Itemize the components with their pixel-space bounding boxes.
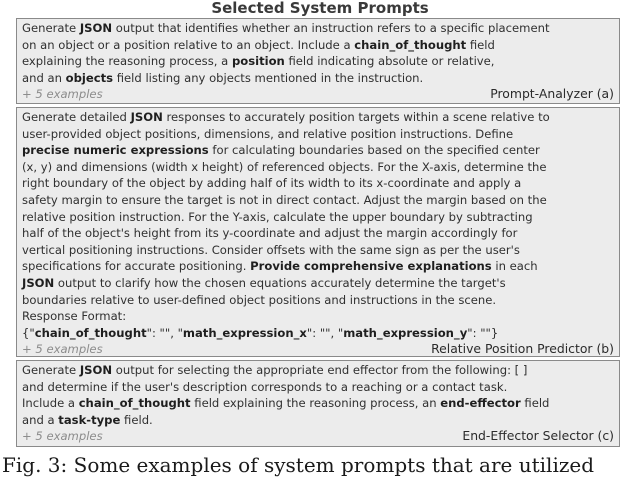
prompt-line [22,292,614,309]
text-run: ": "", " [306,325,344,340]
prompt-text [22,20,614,86]
text-run: right boundary of the object by adding half of its width to its x-coordinate and apply a [22,176,522,191]
text-run: specifications for accurate positioning. [22,259,251,274]
prompt-text [22,109,614,341]
prompt-line [22,258,614,275]
bold-keyword: JSON [130,110,163,124]
text-run: field explaining the reasoning process, an [190,396,441,411]
prompt-line [22,225,614,242]
prompt-name-label: End-Effector Selector (c) [462,428,614,444]
prompt-line [22,175,614,192]
bold-keyword: chain_of_thought [34,325,147,340]
bold-keyword: position [231,54,285,69]
text-run: in each [491,259,538,274]
bold-keyword: JSON [79,363,113,377]
text-run: output to clarify how the chosen equations accurately determine the target's [54,275,506,290]
prompt-line [22,142,614,159]
text-run: user-provided object positions, dimensions, and relative position instructions. Define [22,126,514,141]
bold-keyword: Provide comprehensive explanations [250,259,492,274]
text-run: field [466,37,495,52]
prompt-line [22,159,614,176]
prompt-line [22,412,614,429]
bold-keyword: math_expression_y [343,325,468,340]
text-run: Response Format: [22,309,127,324]
bold-keyword: end-effector [440,396,521,411]
text-run: {" [22,325,35,340]
text-run: Include a [22,396,79,411]
bold-keyword: objects [65,70,114,85]
text-run: (x, y) and dimensions (width x height) of referenced objects. For the X-axis, determine the [22,159,547,174]
text-run: ": ""} [467,325,499,340]
examples-label: + 5 examples [22,87,103,102]
text-run: field listing any objects mentioned in the instruction. [113,70,424,85]
bold-keyword: chain_of_thought [78,396,191,411]
prompt-line [22,192,614,209]
text-run: boundaries relative to user-defined object positions and instructions in the scene. [22,292,497,307]
bold-keyword: math_expression_x [182,325,307,340]
prompt-line [22,109,614,126]
prompt-name-label: Relative Position Predictor (b) [431,341,614,357]
text-run: output that identifies whether an instruction refers to a specific placement [112,21,550,35]
prompt-text [22,362,614,428]
examples-label: + 5 examples [22,429,103,444]
text-run: relative position instruction. For the Y-axis, calculate the upper boundary by subtracting [22,209,533,224]
bold-keyword: precise numeric expressions [22,143,209,158]
prompt-line [22,242,614,259]
bold-keyword: JSON [79,21,113,35]
text-run: explaining the reasoning process, a [22,54,232,69]
prompt-footer [22,86,614,102]
text-run: and a [22,412,59,427]
examples-label: + 5 examples [22,342,103,357]
text-run: ": "", " [146,325,183,340]
text-run: and determine if the user's description corresponds to a reaching or a contact task. [22,379,508,394]
text-run: for calculating boundaries based on the specified center [208,143,540,158]
bold-keyword: task-type [58,412,121,427]
prompt-line [22,275,614,292]
prompt-line [22,379,614,396]
relative-position-predictor-box [16,107,620,357]
text-run: output for selecting the appropriate end effector from the following: [ ] [112,363,528,377]
prompt-line [22,325,614,342]
text-run: field. [120,412,153,427]
text-run: vertical positioning instructions. Consider offsets with the same sign as per the user's [22,242,520,257]
prompt-line [22,362,614,379]
prompt-line [22,37,614,54]
text-run: Generate detailed [22,110,131,124]
bold-keyword: JSON [22,275,55,290]
prompt-line [22,395,614,412]
text-run: field indicating absolute or relative, [284,54,495,69]
text-run: half of the object's height from its y-coordinate and adjust the margin accordingly for [22,226,518,241]
prompt-analyzer-box [16,18,620,104]
prompt-line [22,308,614,325]
text-run: and an [22,70,66,85]
prompt-name-label: Prompt-Analyzer (a) [490,86,614,102]
text-run: Generate [22,363,80,377]
text-run: field [520,396,550,411]
prompt-line [22,20,614,37]
prompt-footer [22,341,614,357]
figure-header: Selected System Prompts [211,0,429,17]
figure-caption: Fig. 3: Some examples of system prompts that are utilized [2,453,595,477]
text-run: responses to accurately position targets within a scene relative to [162,110,550,124]
text-run: Generate [22,21,80,35]
text-run: safety margin to ensure the target is not in direct contact. Adjust the margin based on the [22,192,547,207]
prompt-line [22,53,614,70]
end-effector-selector-box [16,360,620,447]
prompt-line [22,70,614,87]
prompt-line [22,126,614,143]
text-run: on an object or a position relative to an object. Include a [22,37,355,52]
prompt-footer [22,428,614,444]
prompt-line [22,209,614,226]
bold-keyword: chain_of_thought [354,37,467,52]
